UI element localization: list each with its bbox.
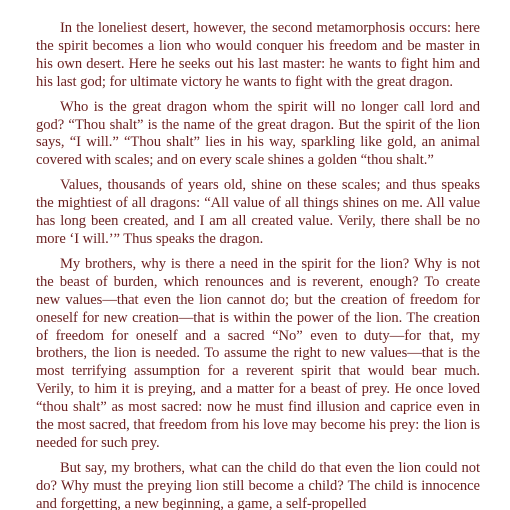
paragraph-4: My brothers, why is there a need in the spirit for the lion? Why is not the beast of burden, which renounces and is reverent, enough? To create new values—that even the lion cannot do; but the creation of freedom for oneself for new creation—that is within the power of the lion. The creation of freedom for oneself and a sacred “No” even to duty—for that, my brothers, the lion is needed. To assume the right to new values—that is the most terrifying assumption for a reverent spirit that would bear much. Verily, to him it is preying, and a matter for a beast of prey. He once loved “thou shalt” as most sacred: now he must find illusion and caprice even in the most sacred, that freedom from his love may become his prey: the lion is needed for such prey.: [36, 255, 480, 451]
paragraph-1: In the loneliest desert, however, the second metamorphosis occurs: here the spirit becomes a lion who would conquer his freedom and be master in his own desert. Here he seeks out his last master: he wants to fight him and his last god; for ultimate victory he wants to fight with the great dragon.: [36, 20, 480, 90]
paragraph-3: Values, thousands of years old, shine on these scales; and thus speaks the mightiest of all dragons: “All value of all things shines on me. All value has long been created, and I am all created value. Verily, there shall be no more ‘I will.’” Thus speaks the dragon.: [36, 177, 480, 247]
paragraph-2: Who is the great dragon whom the spirit will no longer call lord and god? “Thou shalt” is the name of the great dragon. But the spirit of the lion says, “I will.” “Thou shalt” lies in his way, sparkling like gold, an animal covered with scales; and on every scale shines a golden “thou shalt.”: [36, 98, 480, 169]
document-page: [36, 20, 480, 510]
paragraph-5: But say, my brothers, what can the child do that even the lion could not do? Why must the preying lion still become a child? The child is innocence and forgetting, a new beginning, a game, a self-propelled: [36, 459, 480, 510]
